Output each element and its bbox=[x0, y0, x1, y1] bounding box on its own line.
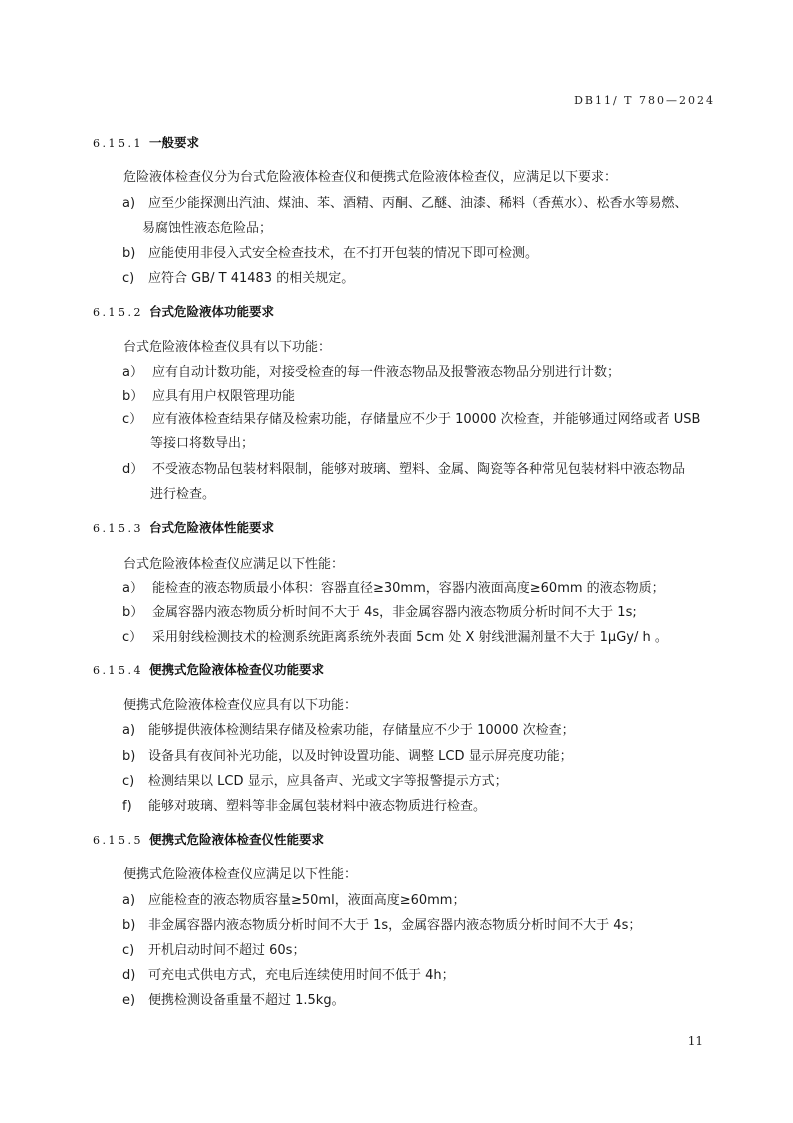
section-intro: 台式危险液体检查仪应满足以下性能： bbox=[123, 557, 345, 572]
list-item bbox=[122, 770, 508, 789]
list-item-text: 应具有用户权限管理功能 bbox=[152, 389, 296, 404]
list-item-text: 应有液体检查结果存储及检索功能，存储量应不少于 10000 次检查，并能够通过网络或者 USB bbox=[152, 412, 701, 427]
section-number: 6.15.2 bbox=[93, 306, 143, 319]
section-title: 一般要求 bbox=[149, 135, 200, 150]
section-title: 台式危险液体功能要求 bbox=[149, 304, 275, 319]
list-item-text: 应能检查的液态物质容量≥50ml，液面高度≥60mm； bbox=[148, 893, 466, 908]
list-item bbox=[122, 989, 345, 1008]
section-number: 6.15.5 bbox=[93, 834, 143, 847]
list-item-continuation: 进行检查。 bbox=[150, 487, 216, 502]
section-heading bbox=[93, 830, 324, 848]
section-title: 便携式危险液体检查仪功能要求 bbox=[149, 662, 325, 677]
list-item-text: 采用射线检测技术的检测系统距离系统外表面 5cm 处 X 射线泄漏剂量不大于 1μGy/ h 。 bbox=[152, 630, 668, 645]
list-item bbox=[122, 889, 465, 908]
list-item bbox=[122, 745, 573, 764]
section-heading bbox=[93, 302, 274, 320]
list-item bbox=[122, 719, 575, 738]
list-item-text: 应有自动计数功能，对接受检查的每一件液态物品及报警液态物品分别进行计数； bbox=[152, 365, 621, 380]
document-id-header: DB11/ T 780—2024 bbox=[574, 94, 715, 107]
section-intro: 便携式危险液体检查仪应具有以下功能： bbox=[123, 698, 358, 713]
section-title: 便携式危险液体检查仪性能要求 bbox=[149, 832, 325, 847]
section-title: 台式危险液体性能要求 bbox=[149, 520, 275, 535]
list-item bbox=[122, 939, 305, 958]
list-item bbox=[122, 795, 486, 814]
list-item-text: 应符合 GB/ T 41483 的相关规定。 bbox=[148, 271, 355, 286]
list-marker: c) bbox=[122, 774, 135, 789]
list-marker: a) bbox=[122, 196, 136, 211]
list-item-text: 设备具有夜间补光功能，以及时钟设置功能、调整 LCD 显示屏亮度功能； bbox=[148, 749, 573, 764]
list-item bbox=[122, 601, 637, 620]
list-marker: b） bbox=[122, 605, 144, 620]
list-item-continuation: 等接口将数导出； bbox=[150, 436, 255, 451]
list-marker: c） bbox=[122, 412, 143, 427]
list-item bbox=[122, 964, 455, 983]
list-marker: a) bbox=[122, 723, 136, 738]
list-item-text: 可充电式供电方式，充电后连续使用时间不低于 4h； bbox=[148, 968, 455, 983]
list-marker: b) bbox=[122, 246, 136, 261]
section-heading bbox=[93, 660, 324, 678]
page-number: 11 bbox=[687, 1034, 703, 1048]
list-marker: a) bbox=[122, 893, 136, 908]
list-marker: d） bbox=[122, 462, 144, 477]
list-item-text: 金属容器内液态物质分析时间不大于 4s，非金属容器内液态物质分析时间不大于 1s; bbox=[152, 605, 637, 620]
list-marker: e) bbox=[122, 993, 136, 1008]
list-item-text: 应能使用非侵入式安全检查技术，在不打开包装的情况下即可检测。 bbox=[148, 246, 539, 261]
list-item bbox=[122, 192, 688, 211]
list-item-text: 应至少能探测出汽油、煤油、苯、酒精、丙酮、乙醚、油漆、稀料（香蕉水）、松香水等易燃、 bbox=[148, 196, 688, 211]
section-heading bbox=[93, 133, 199, 151]
list-item bbox=[122, 914, 641, 933]
list-marker: c) bbox=[122, 271, 135, 286]
section-intro: 危险液体检查仪分为台式危险液体检查仪和便携式危险液体检查仪，应满足以下要求： bbox=[123, 170, 618, 185]
list-item bbox=[122, 361, 620, 380]
section-intro: 台式危险液体检查仪具有以下功能： bbox=[123, 340, 332, 355]
list-item bbox=[122, 458, 685, 477]
list-item-text: 能够提供液体检测结果存储及检索功能，存储量应不少于 10000 次检查； bbox=[148, 723, 575, 738]
list-marker: b) bbox=[122, 749, 136, 764]
list-item-text: 能够对玻璃、塑料等非金属包装材料中液态物质进行检查。 bbox=[148, 799, 487, 814]
list-marker: f) bbox=[122, 799, 132, 814]
list-item bbox=[122, 385, 295, 404]
list-item bbox=[122, 577, 665, 596]
section-number: 6.15.1 bbox=[93, 137, 143, 150]
list-item-text: 能检查的液态物质最小体积：容器直径≥30mm，容器内液面高度≥60mm 的液态物质； bbox=[152, 581, 665, 596]
list-marker: a） bbox=[122, 365, 143, 380]
list-item-text: 检测结果以 LCD 显示，应具备声、光或文字等报警提示方式； bbox=[148, 774, 508, 789]
list-item bbox=[122, 626, 668, 645]
list-item-text: 便携检测设备重量不超过 1.5kg。 bbox=[148, 993, 345, 1008]
list-marker: d) bbox=[122, 968, 136, 983]
section-number: 6.15.3 bbox=[93, 522, 143, 535]
list-item-text: 非金属容器内液态物质分析时间不大于 1s，金属容器内液态物质分析时间不大于 4s； bbox=[148, 918, 642, 933]
list-item bbox=[122, 267, 354, 286]
list-item-continuation: 易腐蚀性液态危险品； bbox=[142, 221, 273, 236]
section-number: 6.15.4 bbox=[93, 664, 143, 677]
section-intro: 便携式危险液体检查仪应满足以下性能： bbox=[123, 867, 358, 882]
list-marker: a） bbox=[122, 581, 143, 596]
list-item-text: 开机启动时间不超过 60s； bbox=[148, 943, 306, 958]
list-marker: c) bbox=[122, 943, 135, 958]
list-item-text: 不受液态物品包装材料限制，能够对玻璃、塑料、金属、陶瓷等各种常见包装材料中液态物品 bbox=[152, 462, 686, 477]
list-item bbox=[122, 408, 700, 427]
list-item bbox=[122, 242, 538, 261]
list-marker: b) bbox=[122, 918, 136, 933]
section-heading bbox=[93, 518, 274, 536]
list-marker: c） bbox=[122, 630, 143, 645]
list-marker: b） bbox=[122, 389, 144, 404]
